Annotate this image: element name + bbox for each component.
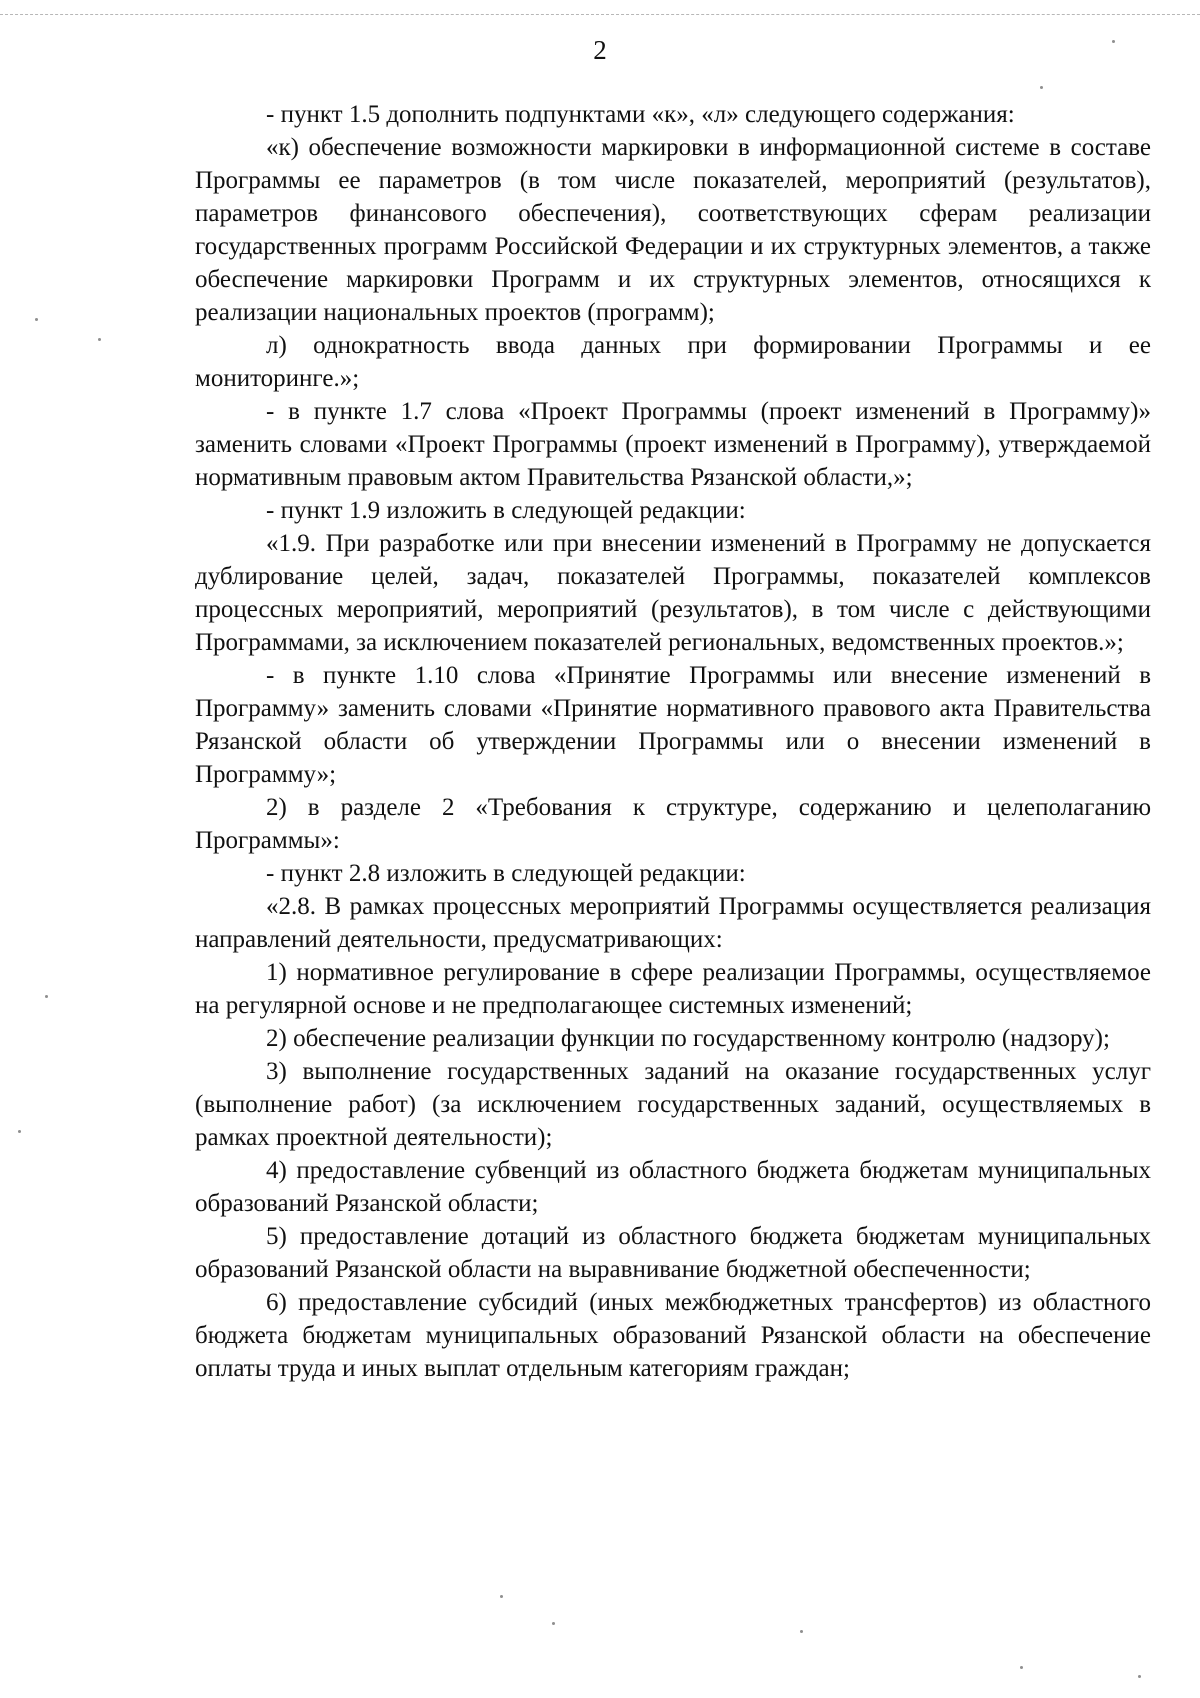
scan-speck bbox=[800, 1630, 803, 1633]
paragraph: - пункт 1.5 дополнить подпунктами «к», «л» следующего содержания: bbox=[266, 101, 1015, 128]
paragraph: «2.8. В рамках процессных мероприятий Программы осуществляется реализация направлений деятельности, предусматривающих: bbox=[195, 893, 1151, 953]
scan-speck bbox=[35, 318, 38, 321]
scan-speck bbox=[500, 1595, 503, 1598]
paragraph: 5) предоставление дотаций из областного бюджета бюджетам муниципальных образований Рязанской области на выравнивание бюджетной обеспеченности; bbox=[195, 1223, 1151, 1283]
paragraph: 6) предоставление субсидий (иных межбюджетных трансфертов) из областного бюджета бюджетам муниципальных образований Рязанской области на обеспечение оплаты труда и иных выплат отдельным категориям граждан; bbox=[195, 1289, 1151, 1382]
paragraph: 4) предоставление субвенций из областного бюджета бюджетам муниципальных образований Рязанской области; bbox=[195, 1157, 1151, 1217]
scan-speck bbox=[98, 338, 101, 341]
paragraph: 1) нормативное регулирование в сфере реализации Программы, осуществляемое на регулярной основе и не предполагающее системных изменений; bbox=[195, 959, 1151, 1019]
scan-speck bbox=[45, 995, 48, 998]
scan-speck bbox=[552, 1622, 555, 1625]
scan-speck bbox=[1020, 1666, 1023, 1669]
paragraph: - пункт 1.9 изложить в следующей редакции: bbox=[266, 497, 746, 524]
paragraph: 2) в разделе 2 «Требования к структуре, содержанию и целеполаганию Программы»: bbox=[195, 794, 1151, 854]
scan-speck bbox=[1112, 40, 1115, 43]
page-number: 2 bbox=[593, 35, 607, 65]
scan-speck bbox=[1138, 1675, 1141, 1678]
scan-speck bbox=[18, 1130, 21, 1133]
scan-speck bbox=[1040, 86, 1043, 89]
paragraph: 2) обеспечение реализации функции по государственному контролю (надзору); bbox=[266, 1025, 1110, 1052]
paragraph: «к) обеспечение возможности маркировки в информационной системе в составе Программы ее параметров (в том числе показателей, мероприятий (результатов), параметров финансового обеспечения), соответствующих сферам реализации государственных программ Российской Федерации и их структурных элементов, а также обеспечение маркировки Программ и их структурных элементов, относящихся к реализации национальных проектов (программ); bbox=[195, 134, 1151, 326]
paragraph: - в пункте 1.7 слова «Проект Программы (проект изменений в Программу)» заменить словами «Проект Программы (проект изменений в Программу), утверждаемой нормативным правовым актом Правительства Рязанской области,»; bbox=[195, 398, 1151, 491]
paragraph: - пункт 2.8 изложить в следующей редакции: bbox=[266, 860, 746, 887]
paragraph: «1.9. При разработке или при внесении изменений в Программу не допускается дублирование целей, задач, показателей Программы, показателей комплексов процессных мероприятий, мероприятий (результатов), в том числе с действующими Программами, за исключением показателей региональных, ведомственных проектов.»; bbox=[195, 530, 1151, 656]
document-body bbox=[195, 98, 1151, 1385]
paragraph: 3) выполнение государственных заданий на оказание государственных услуг (выполнение работ) (за исключением государственных заданий, осуществляемых в рамках проектной деятельности); bbox=[195, 1058, 1151, 1151]
paragraph: л) однократность ввода данных при формировании Программы и ее мониторинге.»; bbox=[195, 332, 1151, 392]
scan-edge-artifact bbox=[0, 14, 1200, 19]
paragraph: - в пункте 1.10 слова «Принятие Программы или внесение изменений в Программу» заменить словами «Принятие нормативного правового акта Правительства Рязанской области об утверждении Программы или о внесении изменений в Программу»; bbox=[195, 662, 1151, 788]
